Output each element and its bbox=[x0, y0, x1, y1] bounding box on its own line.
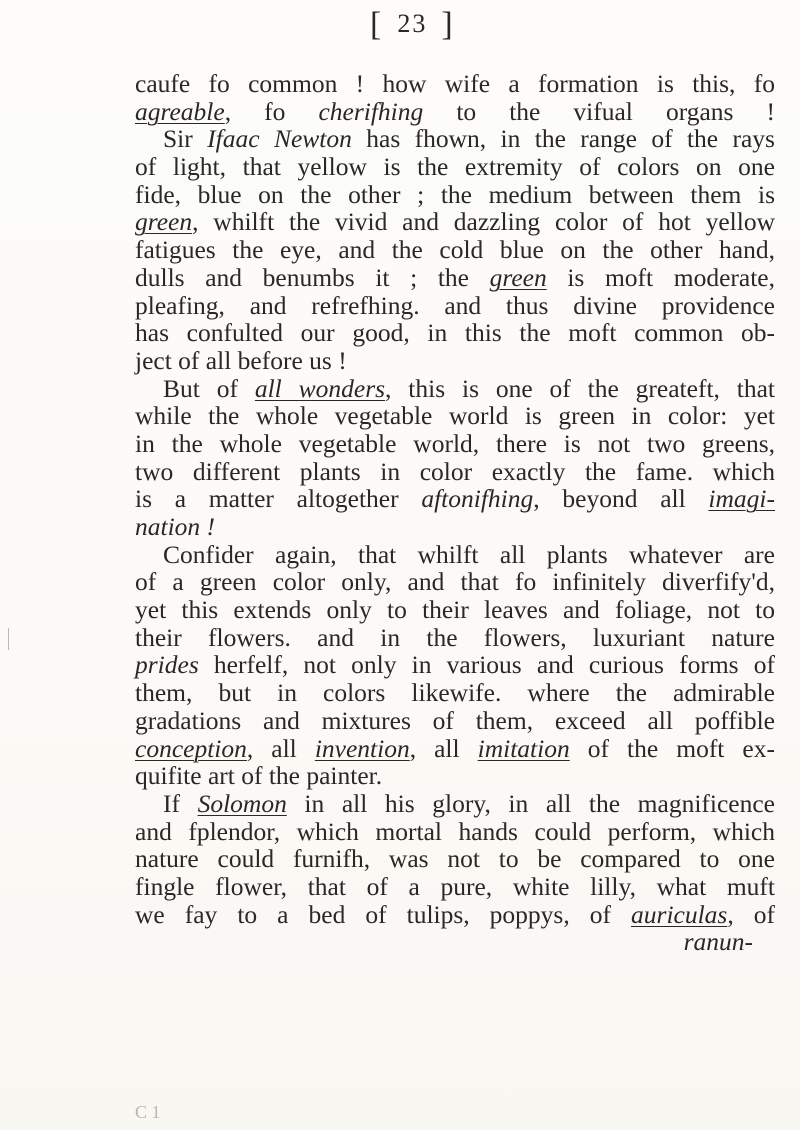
text-run: , this is one of the greateft, that bbox=[385, 373, 776, 403]
text-run: nature could furnifh, was not to be compared to one bbox=[135, 844, 775, 874]
text-line bbox=[135, 596, 775, 624]
text-line bbox=[135, 181, 775, 209]
emphasis-italic bbox=[490, 263, 547, 292]
emphasis-italic bbox=[135, 97, 225, 126]
emphasis-underlined: auriculas bbox=[631, 899, 728, 929]
text-line bbox=[135, 264, 775, 292]
emphasis-underlined: agreable bbox=[135, 96, 225, 126]
text-run: is moft moderate, bbox=[546, 262, 775, 292]
emphasis-italic: prides bbox=[135, 650, 199, 680]
emphasis-underlined: imagi- bbox=[708, 484, 775, 514]
text-line bbox=[135, 319, 775, 347]
text-line bbox=[135, 707, 775, 735]
text-run: If bbox=[163, 788, 198, 818]
bracket-close: ] bbox=[441, 6, 455, 43]
text-line bbox=[135, 651, 775, 679]
emphasis-italic bbox=[135, 734, 247, 763]
text-run: their flowers. and in the flowers, luxuriant nature bbox=[135, 622, 775, 652]
text-line bbox=[135, 292, 775, 320]
text-run: quifite art of the painter. bbox=[135, 761, 383, 791]
emphasis-underlined: all wonders bbox=[254, 373, 386, 403]
emphasis-italic: Ifaac Newton bbox=[207, 124, 352, 154]
emphasis-underlined: green bbox=[135, 207, 193, 237]
text-run: gradations and mixtures of them, exceed all poffible bbox=[135, 705, 775, 735]
page-edge-mark bbox=[8, 628, 9, 650]
text-run: and fplendor, which mortal hands could perform, which bbox=[135, 816, 775, 846]
emphasis-italic bbox=[708, 484, 775, 513]
text-line bbox=[135, 928, 775, 956]
text-run: , beyond all bbox=[533, 484, 709, 514]
text-run: , of bbox=[727, 899, 775, 929]
emphasis-italic bbox=[198, 789, 287, 818]
text-run: in the whole vegetable world, there is not two greens, bbox=[135, 428, 775, 458]
text-run: dulls and benumbs it ; the bbox=[135, 262, 490, 292]
text-run: while the whole vegetable world is green in color: yet bbox=[135, 401, 775, 431]
text-line bbox=[135, 735, 775, 763]
text-run: fide, blue on the other ; the medium between them is bbox=[135, 179, 775, 209]
emphasis-underlined: imitation bbox=[477, 733, 570, 763]
text-run: in all his glory, in all the magnificence bbox=[286, 788, 776, 818]
page-number: 23 bbox=[397, 9, 428, 38]
text-line bbox=[135, 153, 775, 181]
text-run: herfelf, not only in various and curious forms of bbox=[198, 650, 775, 680]
text-line bbox=[135, 541, 775, 569]
text-line bbox=[135, 790, 775, 818]
text-run: them, but in colors likewife. where the admirable bbox=[135, 678, 775, 708]
emphasis-italic bbox=[315, 734, 410, 763]
text-run: , whilft the vivid and dazzling color of hot yellow bbox=[192, 207, 775, 237]
text-run: has confulted our good, in this the moft common ob- bbox=[135, 318, 775, 348]
text-run: pleafing, and refrefhing. and thus divine providence bbox=[135, 290, 775, 320]
text-line bbox=[135, 98, 775, 126]
text-run: to the vifual organs ! bbox=[423, 96, 776, 126]
emphasis-underlined: Solomon bbox=[197, 788, 287, 818]
text-run: of the moft ex- bbox=[569, 733, 775, 763]
text-line bbox=[135, 624, 775, 652]
body-text bbox=[135, 70, 775, 956]
text-line bbox=[135, 818, 775, 846]
text-line bbox=[135, 679, 775, 707]
text-run: of light, that yellow is the extremity of colors on one bbox=[135, 152, 775, 182]
text-line bbox=[135, 568, 775, 596]
emphasis-italic: cherifhing bbox=[318, 96, 424, 126]
text-run: we fay to a bed of tulips, poppys, of bbox=[135, 899, 632, 929]
text-run: , all bbox=[409, 733, 478, 763]
text-line bbox=[135, 458, 775, 486]
text-line bbox=[135, 873, 775, 901]
text-line bbox=[135, 485, 775, 513]
text-run: Confider again, that whilft all plants whatever are bbox=[163, 539, 775, 569]
text-run: ject of all before us ! bbox=[135, 345, 347, 375]
text-run: Sir bbox=[163, 124, 208, 154]
text-run: But of bbox=[163, 373, 255, 403]
emphasis-italic: aftonifhing bbox=[421, 484, 534, 514]
emphasis-italic: nation ! bbox=[135, 512, 216, 541]
emphasis-italic bbox=[478, 734, 570, 763]
emphasis-underlined: conception bbox=[135, 733, 247, 763]
signature-mark: C 1 bbox=[135, 1102, 161, 1122]
text-line bbox=[135, 845, 775, 873]
text-run: fatigues the eye, and the cold blue on the other hand, bbox=[135, 235, 775, 265]
text-run: has fhown, in the range of the rays bbox=[351, 124, 775, 154]
bracket-open: [ bbox=[370, 6, 384, 43]
text-line bbox=[135, 402, 775, 430]
text-run: two different plants in color exactly the fame. which bbox=[135, 456, 775, 486]
emphasis-italic: ranun- bbox=[683, 927, 753, 957]
text-run: fingle flower, that of a pure, white lilly, what muft bbox=[135, 871, 775, 901]
emphasis-underlined: green bbox=[489, 262, 547, 292]
emphasis-underlined: invention bbox=[314, 733, 410, 763]
text-line bbox=[135, 208, 775, 236]
text-line bbox=[135, 236, 775, 264]
text-line bbox=[135, 70, 775, 98]
text-run: , fo bbox=[224, 96, 319, 126]
text-run: of a green color only, and that fo infinitely diverfify'd, bbox=[135, 567, 775, 597]
text-run: , all bbox=[246, 733, 315, 763]
text-line bbox=[135, 513, 775, 541]
emphasis-italic bbox=[631, 900, 727, 929]
text-line bbox=[135, 901, 775, 929]
text-line bbox=[135, 430, 775, 458]
text-line bbox=[135, 125, 775, 153]
text-line bbox=[135, 347, 775, 375]
emphasis-italic bbox=[255, 374, 385, 403]
text-line bbox=[135, 762, 775, 790]
text-run: caufe fo common ! how wife a formation is this, fo bbox=[135, 69, 775, 98]
text-run: yet this extends only to their leaves and foliage, not to bbox=[135, 595, 775, 625]
emphasis-italic bbox=[135, 207, 192, 236]
text-run: is a matter altogether bbox=[135, 484, 422, 514]
text-line bbox=[135, 375, 775, 403]
page-header bbox=[370, 6, 455, 44]
